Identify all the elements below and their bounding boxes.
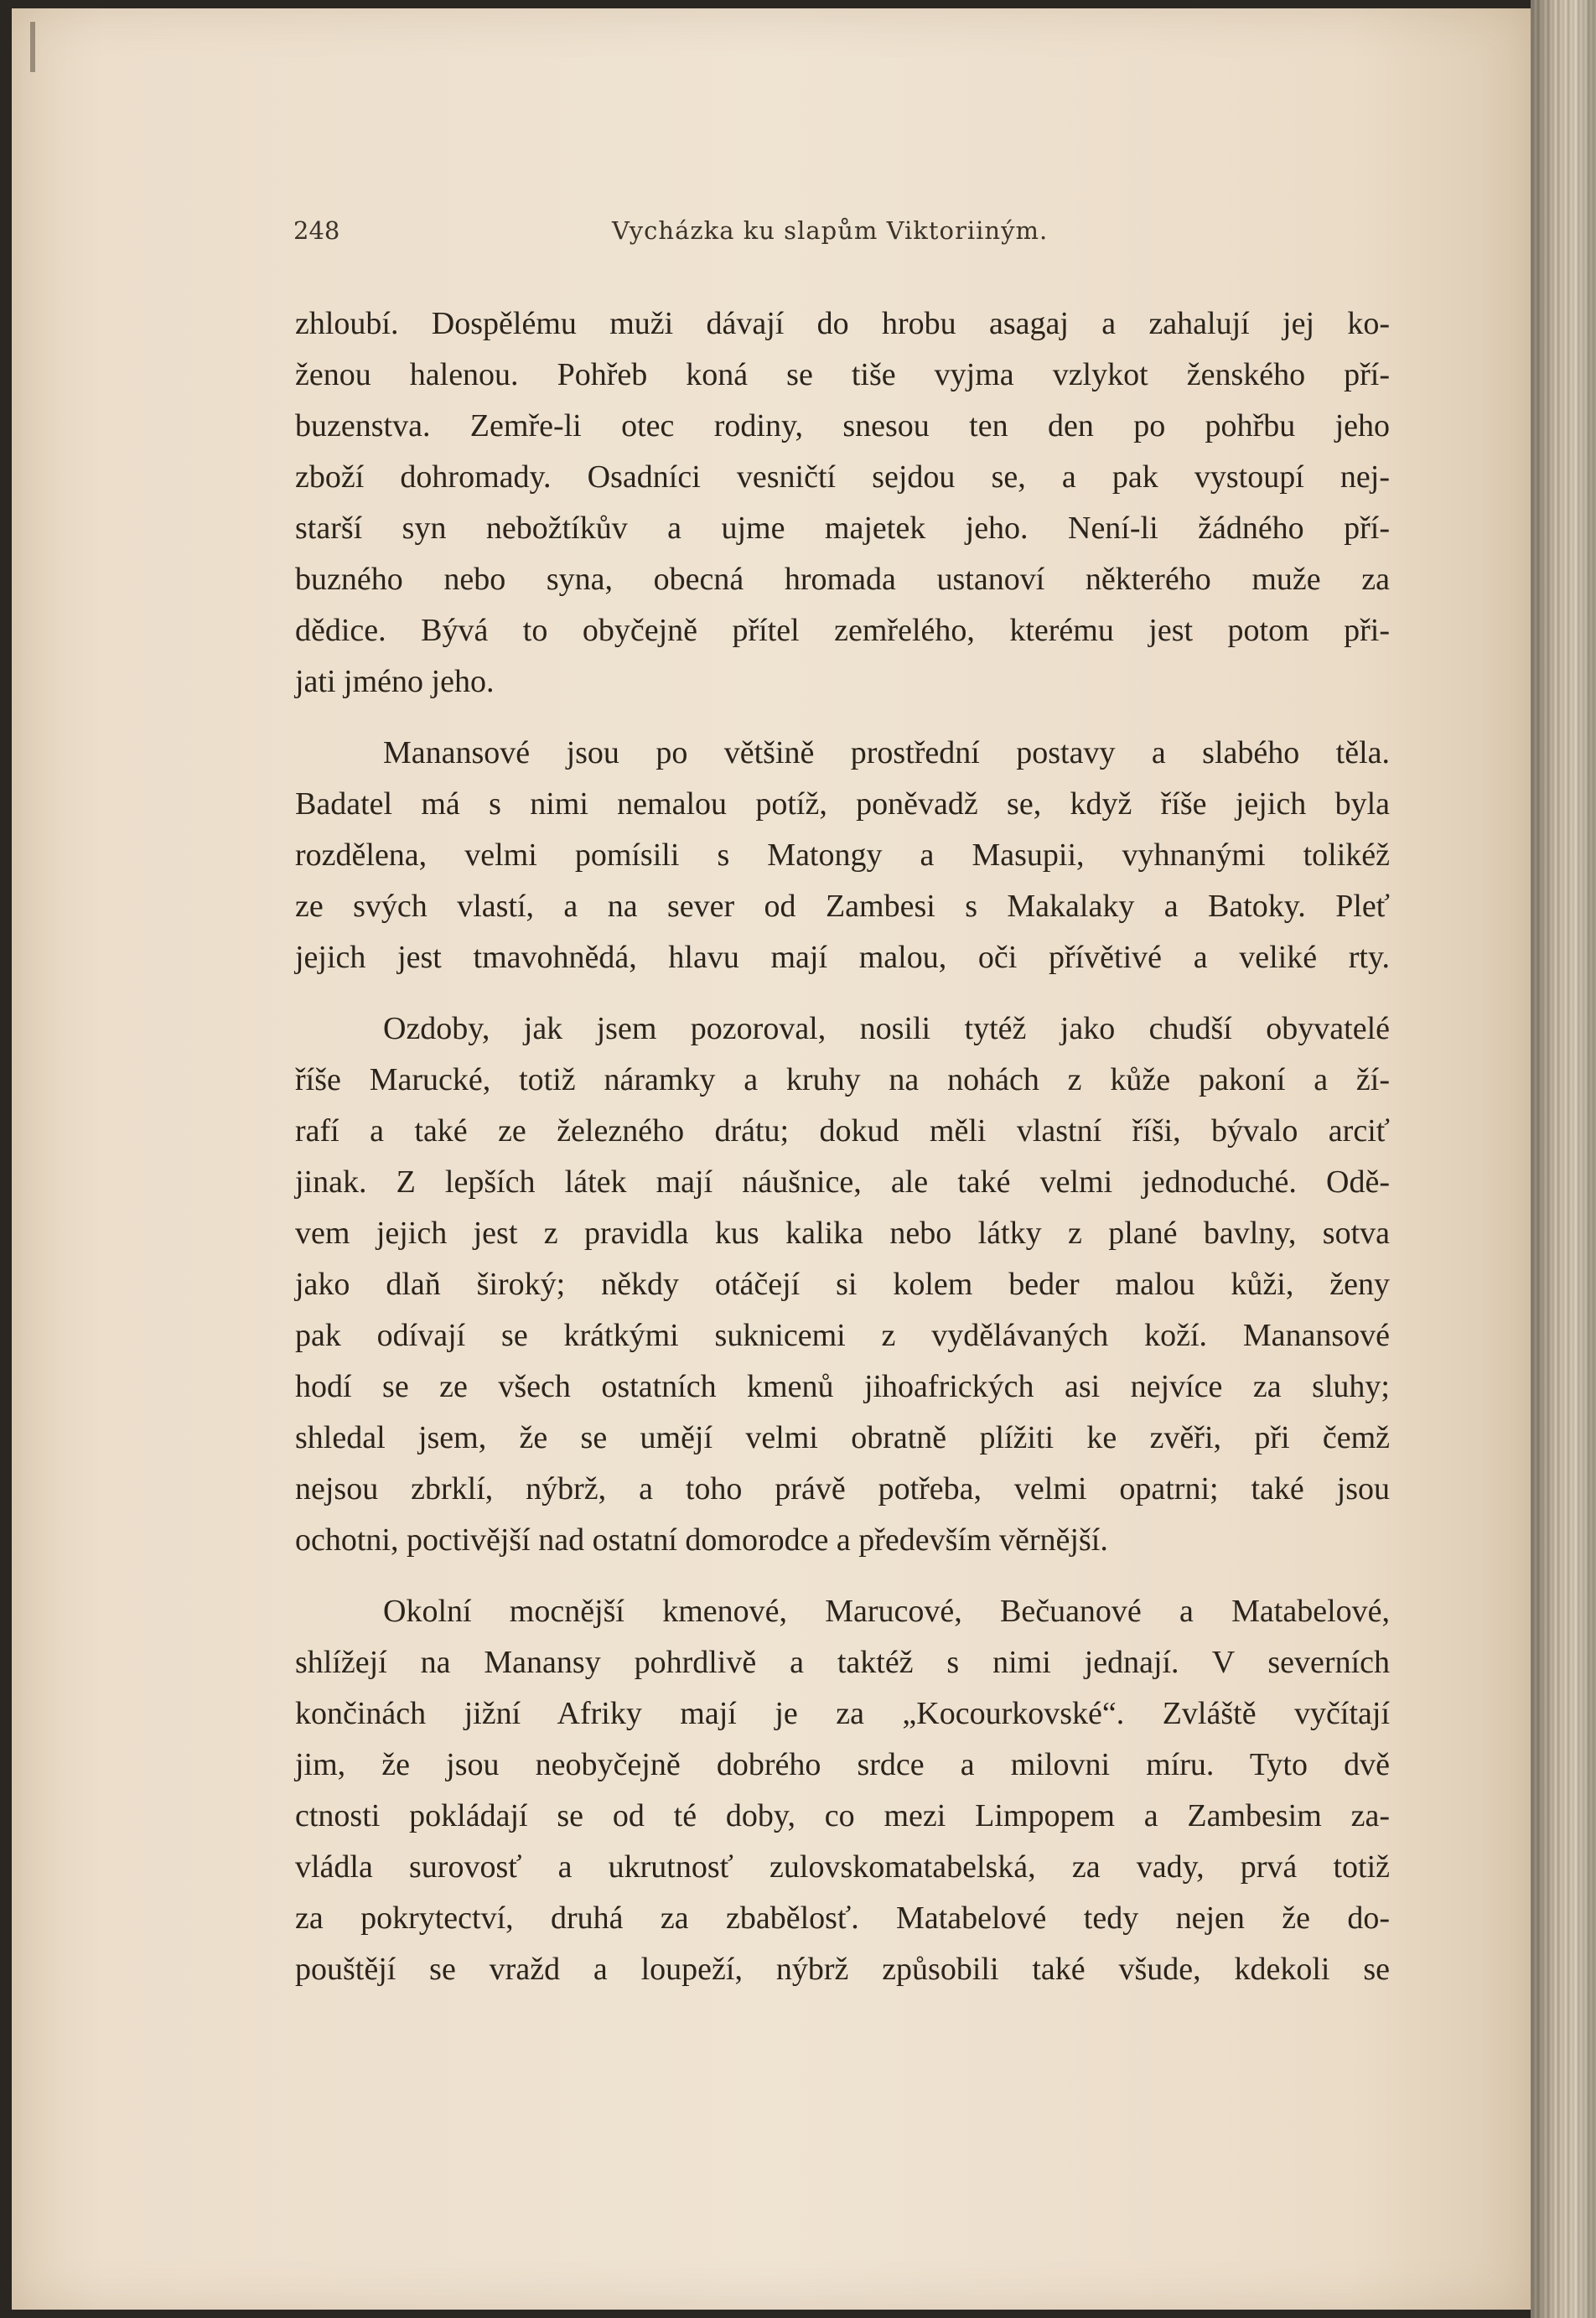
text-line: ženou halenou. Pohřeb koná se tiše vyjma vzlykot ženského pří- [295,357,1390,392]
text-line: hodí se ze všech ostatních kmenů jihoafrických asi nejvíce za sluhy; [295,1369,1390,1404]
text-line: rafí a také ze železného drátu; dokud měli vlastní říši, bývalo arciť [295,1113,1390,1149]
text-line: zboží dohromady. Osadníci vesničtí sejdou se, a pak vystoupí nej- [295,459,1390,495]
text-line: rozdělena, velmi pomísili s Matongy a Masupii, vyhnanými tolikéž [295,837,1390,873]
text-line: buzného nebo syna, obecná hromada ustanoví některého muže za [295,562,1390,597]
gutter-mark [30,22,35,72]
paragraph-1 [295,298,1390,708]
text-line: zhloubí. Dospělému muži dávají do hrobu asagaj a zahalují jej ko- [295,306,1390,341]
text-line: nejsou zbrklí, nýbrž, a toho právě potřeba, velmi opatrni; také jsou [295,1471,1390,1506]
text-line: Manansové jsou po většině prostřední postavy a slabého těla. [383,735,1390,770]
text-line: vládla surovosť a ukrutnosť zulovskomatabelská, za vady, prvá totiž [295,1849,1390,1885]
text-line: jati jméno jeho. [295,664,495,699]
text-line: pak odívají se krátkými suknicemi z vydělávaných koží. Manansové [295,1318,1390,1353]
text-line: Okolní mocnější kmenové, Marucové, Bečuanové a Matabelové, [383,1594,1390,1629]
text-line: dědice. Bývá to obyčejně přítel zemřelého, kterému jest potom při- [295,613,1390,648]
text-line: říše Marucké, totiž náramky a kruhy na nohách z kůže pakoní a ží- [295,1062,1390,1097]
text-line: jako dlaň široký; někdy otáčejí si kolem beder malou kůži, ženy [295,1267,1390,1302]
text-line: Ozdoby, jak jsem pozoroval, nosili tytéž jako chudší obyvatelé [383,1011,1390,1046]
text-line: buzenstva. Zemře-li otec rodiny, snesou ten den po pohřbu jeho [295,408,1390,443]
page-edges [1531,0,1596,2318]
text-line: pouštějí se vražd a loupeží, nýbrž způsobili také všude, kdekoli se [295,1952,1390,1987]
text-line: shledal jsem, že se umějí velmi obratně plížiti ke zvěři, při čemž [295,1420,1390,1455]
paragraph-2 [295,728,1390,983]
paragraph-gap [295,983,1390,1003]
text-line: Badatel má s nimi nemalou potíž, poněvadž se, když říše jejich byla [295,786,1390,822]
paragraph-4 [295,1586,1390,1995]
paragraph-3 [295,1003,1390,1566]
running-title: Vycházka ku slapům Viktoriiným. [612,216,1049,245]
text-line: vem jejich jest z pravidla kus kalika nebo látky z plané bavlny, sotva [295,1216,1390,1251]
body-text [295,298,1390,1995]
text-line: shlížejí na Manansy pohrdlivě a taktéž s nimi jednají. V severních [295,1645,1390,1680]
paragraph-gap [295,708,1390,728]
text-line: končinách jižní Afriky mají je za „Kocourkovské“. Zvláště vyčítají [295,1696,1390,1731]
paragraph-gap [295,1566,1390,1586]
text-line: jim, že jsou neobyčejně dobrého srdce a milovni míru. Tyto dvě [295,1747,1390,1782]
text-line: ochotni, poctivější nad ostatní domorodce a především věrnější. [295,1522,1108,1558]
text-line: starší syn nebožtíkův a ujme majetek jeho. Není-li žádného pří- [295,511,1390,546]
text-line: jejich jest tmavohnědá, hlavu mají malou, oči přívětivé a veliké rty. [295,940,1390,975]
text-line: ctnosti pokládají se od té doby, co mezi Limpopem a Zambesim za- [295,1798,1390,1833]
page-number: 248 [293,216,340,245]
text-line: jinak. Z lepších látek mají náušnice, ale také velmi jednoduché. Odě- [295,1164,1390,1200]
text-line: za pokrytectví, druhá za zbabělosť. Matabelové tedy nejen že do- [295,1901,1390,1936]
running-header [293,216,1073,250]
text-line: ze svých vlastí, a na sever od Zambesi s Makalaky a Batoky. Pleť [295,889,1390,924]
